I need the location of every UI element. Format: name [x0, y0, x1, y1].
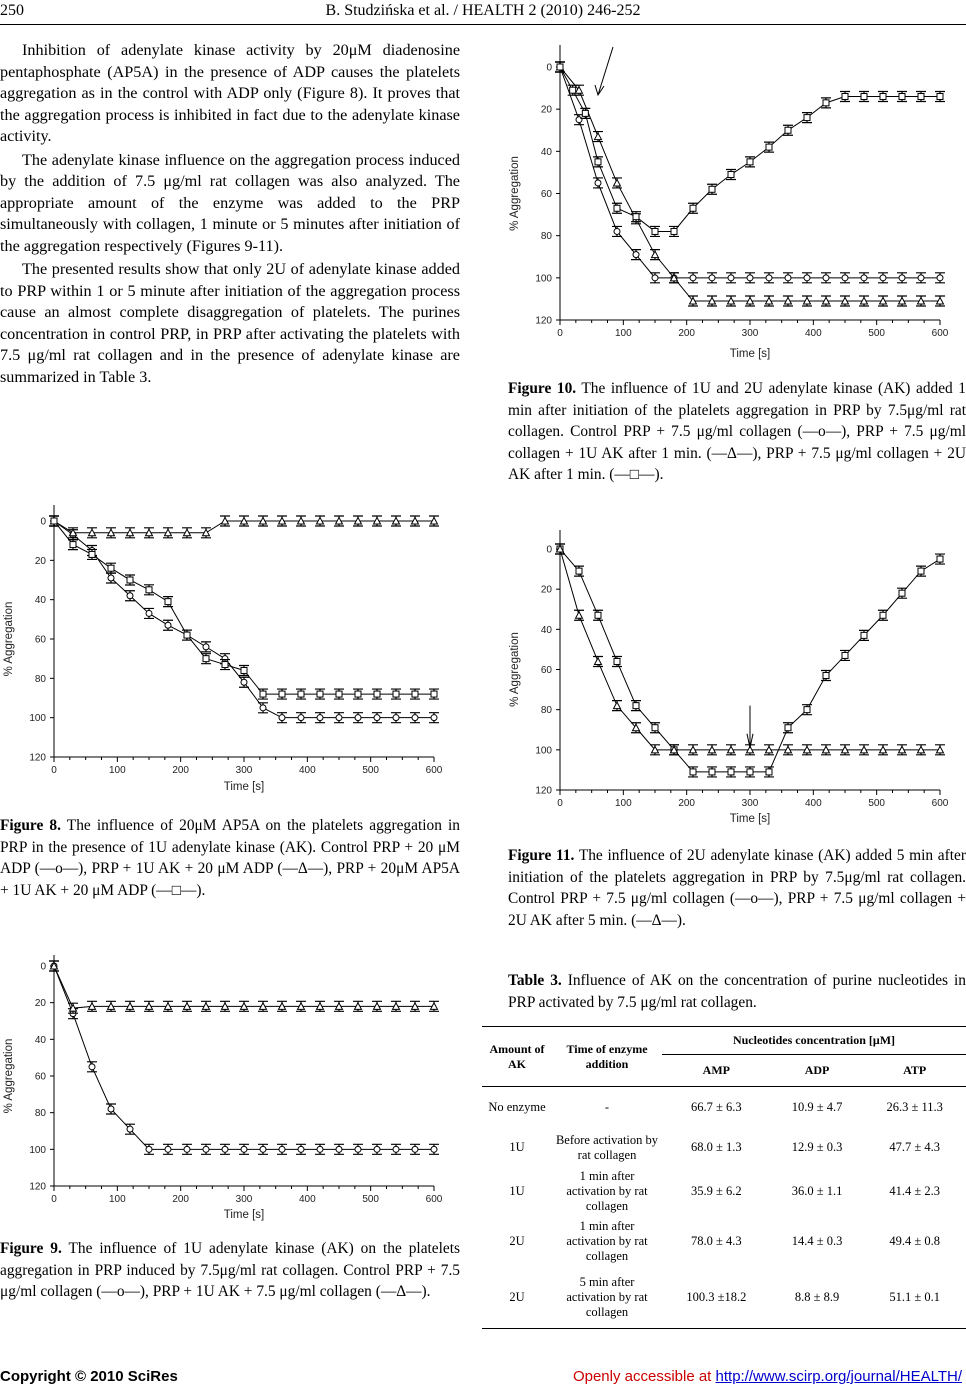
data-point-square — [222, 662, 228, 668]
y-tick-label: 120 — [535, 785, 552, 797]
figure-9-caption — [0, 1238, 460, 1303]
data-point-circle — [804, 275, 810, 281]
data-point-square — [108, 565, 114, 571]
data-point-square — [412, 691, 418, 697]
data-point-circle — [355, 715, 361, 721]
caption-text: The influence of 1U adenylate kinase (AK) on the platelets aggregation in PRP induced by 7.5μg/ml rat collagen. Control PRP + 7.5 μg/ml collagen (—o—), PRP + 1U AK + 7.5 μg/ml collagen (—Δ—). — [0, 1240, 460, 1300]
data-point-circle — [146, 1146, 152, 1152]
figure-10-caption — [508, 378, 966, 486]
data-point-square — [203, 656, 209, 662]
paragraph: The adenylate kinase influence on the aggregation process induced by the addition of 7.5 μg/ml rat collagen was also analyzed. The appropriate amount of the enzyme was added to the PRP simultaneously with collagen, 1 minute or 5 minutes after initiation of the aggregation respectively (Figures 9-11). — [0, 150, 460, 255]
table-3 — [482, 1026, 966, 1329]
data-point-square — [557, 64, 563, 70]
x-tick-label: 400 — [298, 1194, 316, 1205]
x-tick-label: 400 — [298, 765, 316, 776]
x-tick-label: 300 — [741, 328, 759, 339]
caption-label: Figure 10. — [508, 380, 577, 397]
data-point-square — [241, 667, 247, 673]
col-header-adp: ADP — [804, 1063, 830, 1077]
x-axis-label: Time [s] — [223, 781, 265, 793]
running-header: B. Studzińska et al. / HEALTH 2 (2010) 246-252 — [325, 2, 641, 19]
data-point-square — [804, 115, 810, 121]
table-cell: 2U — [509, 1289, 525, 1304]
data-point-circle — [842, 275, 848, 281]
data-point-square — [279, 691, 285, 697]
data-point-circle — [279, 1146, 285, 1152]
data-point-circle — [317, 1146, 323, 1152]
x-tick-label: 600 — [425, 765, 443, 776]
data-point-square — [431, 691, 437, 697]
figure-11-caption — [508, 845, 966, 931]
data-point-square — [165, 599, 171, 605]
y-tick-label: 100 — [535, 273, 552, 285]
table-3-caption — [508, 970, 966, 1013]
y-tick-label: 60 — [34, 1071, 46, 1083]
data-point-square — [766, 769, 772, 775]
data-point-square — [823, 673, 829, 679]
data-point-square — [570, 87, 576, 93]
y-tick-label: 20 — [540, 104, 552, 116]
table-cell: 26.3 ± 11.3 — [886, 1100, 943, 1115]
x-tick-label: 0 — [557, 798, 563, 809]
data-point-square — [89, 551, 95, 557]
data-point-triangle — [576, 612, 583, 619]
data-point-square — [937, 556, 943, 562]
data-point-triangle — [595, 658, 602, 665]
data-point-square — [766, 144, 772, 150]
caption-label: Table 3. — [508, 972, 562, 989]
x-tick-label: 300 — [235, 765, 253, 776]
data-point-circle — [614, 228, 620, 234]
data-point-square — [614, 205, 620, 211]
data-point-square — [823, 100, 829, 106]
table-cell: 8.8 ± 8.9 — [794, 1289, 840, 1304]
data-point-square — [804, 707, 810, 713]
y-axis-label: % Aggregation — [509, 156, 521, 231]
data-point-square — [728, 172, 734, 178]
y-tick-label: 120 — [29, 1181, 46, 1193]
x-tick-label: 0 — [51, 765, 57, 776]
data-point-circle — [785, 275, 791, 281]
data-point-circle — [766, 275, 772, 281]
data-point-square — [652, 228, 658, 234]
data-point-circle — [355, 1146, 361, 1152]
data-point-square — [918, 568, 924, 574]
data-point-square — [652, 725, 658, 731]
x-tick-label: 400 — [804, 328, 822, 339]
header-rule — [0, 24, 966, 25]
x-axis-label: Time [s] — [729, 348, 771, 360]
data-point-circle — [937, 275, 943, 281]
caption-text: Influence of AK on the concentration of purine nucleotides in PRP activated by 7.5 μg/ml rat collagen. — [508, 972, 966, 1011]
data-point-circle — [241, 679, 247, 685]
x-tick-label: 100 — [108, 765, 126, 776]
data-point-square — [709, 769, 715, 775]
x-tick-label: 200 — [678, 328, 696, 339]
data-point-circle — [393, 1146, 399, 1152]
data-point-circle — [861, 275, 867, 281]
x-tick-label: 100 — [108, 1194, 126, 1205]
data-point-circle — [279, 715, 285, 721]
y-tick-label: 20 — [34, 998, 46, 1010]
data-point-circle — [576, 117, 582, 123]
y-tick-label: 80 — [540, 231, 552, 243]
data-point-square — [184, 632, 190, 638]
table-cell: 49.4 ± 0.8 — [889, 1234, 941, 1248]
data-point-circle — [89, 1064, 95, 1070]
table-row — [482, 1267, 966, 1329]
table-cell: 1U — [509, 1140, 525, 1154]
table-cell: 5 min after activation by rat collagen — [566, 1274, 648, 1319]
y-tick-label: 120 — [535, 315, 552, 327]
table-cell: 1U — [509, 1184, 525, 1198]
data-point-square — [336, 691, 342, 697]
table-cell: 10.9 ± 4.7 — [791, 1100, 843, 1115]
data-point-circle — [823, 275, 829, 281]
data-point-circle — [747, 275, 753, 281]
table-cell: 66.7 ± 6.3 — [691, 1100, 742, 1115]
data-point-square — [51, 518, 57, 524]
data-point-square — [582, 110, 588, 116]
table-cell: No enzyme — [488, 1100, 546, 1115]
data-point-square — [671, 228, 677, 234]
data-point-square — [317, 691, 323, 697]
y-tick-label: 40 — [540, 624, 552, 636]
x-tick-label: 200 — [172, 1194, 190, 1205]
data-point-square — [861, 94, 867, 100]
y-tick-label: 100 — [535, 745, 552, 757]
data-point-square — [747, 159, 753, 165]
table-cell: 12.9 ± 0.3 — [791, 1140, 843, 1154]
x-tick-label: 500 — [868, 328, 886, 339]
col-header-time: Time of enzyme addition — [566, 1041, 648, 1071]
data-point-circle — [317, 715, 323, 721]
table-cell: - — [604, 1100, 610, 1115]
data-point-circle — [165, 622, 171, 628]
table-cell: 35.9 ± 6.2 — [691, 1184, 742, 1198]
data-point-circle — [880, 275, 886, 281]
data-point-triangle — [652, 251, 659, 258]
y-tick-label: 20 — [540, 584, 552, 596]
y-axis-label: % Aggregation — [509, 632, 521, 707]
figure-11-chart — [500, 530, 966, 830]
data-point-circle — [431, 715, 437, 721]
data-point-square — [880, 612, 886, 618]
data-point-square — [918, 94, 924, 100]
y-tick-label: 0 — [546, 544, 552, 556]
arrow-annotation — [595, 47, 613, 95]
data-point-square — [614, 658, 620, 664]
figure-8-chart — [0, 500, 460, 800]
y-tick-label: 80 — [34, 673, 46, 685]
y-tick-label: 40 — [540, 146, 552, 158]
y-tick-label: 60 — [34, 634, 46, 646]
y-tick-label: 60 — [540, 189, 552, 200]
series-line-circle — [54, 521, 434, 718]
data-point-square — [260, 691, 266, 697]
body-text-left — [0, 40, 460, 390]
y-tick-label: 100 — [29, 1144, 46, 1156]
data-point-square — [576, 568, 582, 574]
data-point-circle — [374, 1146, 380, 1152]
data-point-square — [785, 725, 791, 731]
data-point-circle — [260, 1146, 266, 1152]
data-point-square — [842, 94, 848, 100]
x-tick-label: 200 — [172, 765, 190, 776]
page-number: 250 — [0, 2, 24, 19]
x-tick-label: 500 — [362, 765, 380, 776]
data-point-square — [747, 769, 753, 775]
paragraph: Inhibition of adenylate kinase activity by 20μM diadenosine pentaphosphate (AP5A) in the presence of ADP causes the platelets aggregation as in the control with ADP only (Figure 8). It proves that the aggregation process is inhibited in fact due to the adenylate kinase activity. — [0, 41, 460, 145]
y-tick-label: 40 — [34, 595, 46, 607]
table-cell: 51.1 ± 0.1 — [889, 1289, 941, 1304]
data-point-square — [785, 127, 791, 133]
data-point-circle — [108, 1106, 114, 1112]
caption-label: Figure 11. — [508, 847, 575, 864]
data-point-square — [861, 632, 867, 638]
data-point-square — [937, 94, 943, 100]
x-tick-label: 0 — [51, 1194, 57, 1205]
figure-8-caption — [0, 815, 460, 901]
y-tick-label: 100 — [29, 713, 46, 725]
table-row — [482, 1167, 966, 1217]
table-cell: 1 min after activation by rat collagen — [566, 1219, 648, 1263]
x-tick-label: 500 — [362, 1194, 380, 1205]
y-tick-label: 20 — [34, 555, 46, 567]
data-point-square — [595, 159, 601, 165]
table-cell: Before activation by rat collagen — [555, 1132, 659, 1162]
data-point-triangle — [614, 702, 621, 709]
data-point-circle — [127, 593, 133, 599]
data-point-circle — [298, 1146, 304, 1152]
table-cell: 100.3 ±18.2 — [686, 1289, 747, 1304]
data-point-square — [633, 703, 639, 709]
table-row — [482, 1087, 966, 1129]
data-point-circle — [222, 1146, 228, 1152]
data-point-circle — [108, 575, 114, 581]
data-point-circle — [899, 275, 905, 281]
y-tick-label: 0 — [40, 516, 46, 528]
data-point-circle — [374, 715, 380, 721]
caption-label: Figure 9. — [0, 1240, 62, 1257]
data-point-circle — [127, 1126, 133, 1132]
y-axis-label: % Aggregation — [3, 601, 15, 677]
data-point-circle — [690, 275, 696, 281]
data-point-circle — [412, 1146, 418, 1152]
x-tick-label: 600 — [931, 328, 949, 339]
paragraph: The presented results show that only 2U of adenylate kinase added to PRP within 1 or 5 minute after initiation of the aggregation process cause an almost complete disaggregation of platelets. The purines concentration in control PRP, in PRP after activating the platelets with 7.5 μg/ml rat collagen and in the presence of adenylate kinase are summarized in Table 3. — [0, 260, 460, 386]
figure-10-chart — [500, 40, 966, 370]
data-point-square — [374, 691, 380, 697]
data-point-square — [595, 612, 601, 618]
x-tick-label: 300 — [235, 1194, 253, 1205]
arrow-annotation — [747, 706, 753, 748]
copyright: Copyright © 2010 SciRes — [0, 1368, 178, 1385]
table-cell: 14.4 ± 0.3 — [791, 1234, 843, 1248]
table-cell: 41.4 ± 2.3 — [889, 1184, 941, 1198]
data-point-square — [355, 691, 361, 697]
data-point-circle — [336, 715, 342, 721]
data-point-square — [70, 542, 76, 548]
data-point-circle — [728, 275, 734, 281]
y-tick-label: 40 — [34, 1034, 46, 1046]
caption-text: The influence of 2U adenylate kinase (AK) added 5 min after initiation of the platelets aggregation in PRP by 7.5μg/ml rat collagen. Control PRP + 7.5 μg/ml collagen (—o—), PRP + 7.5 μg/ml collagen + 2U AK after 5 min. (—Δ—). — [508, 847, 966, 929]
table-cell: 1 min after activation by rat collagen — [566, 1169, 648, 1213]
data-point-square — [393, 691, 399, 697]
data-point-circle — [595, 180, 601, 186]
data-point-circle — [184, 1146, 190, 1152]
x-tick-label: 600 — [931, 798, 949, 809]
table-cell: 78.0 ± 4.3 — [691, 1234, 742, 1248]
journal-link[interactable]: http://www.scirp.org/journal/HEALTH/ — [715, 1368, 962, 1385]
caption-text: The influence of 1U and 2U adenylate kinase (AK) added 1 min after initiation of the platelets aggregation in PRP by 7.5μg/ml rat collagen. Control PRP + 7.5 μg/ml collagen (—o—), PRP + 7.5 μg/ml collagen + 1U AK after 1 min. (—Δ—), PRP + 7.5 μg/ml collagen + 2U AK after 1 min. (—□—). — [508, 380, 966, 483]
access-note — [573, 1368, 962, 1385]
y-tick-label: 60 — [540, 665, 552, 676]
y-tick-label: 120 — [29, 752, 46, 764]
data-point-square — [690, 769, 696, 775]
col-header-amount: Amount of AK — [489, 1041, 545, 1071]
table-cell: 47.7 ± 4.3 — [889, 1140, 941, 1154]
access-text: Openly accessible at — [572, 1368, 716, 1385]
col-header-group: Nucleotides concentration [μM] — [662, 1027, 966, 1055]
table-row — [482, 1217, 966, 1267]
caption-text: The influence of 20μM AP5A on the platelets aggregation in PRP in the presence of 1U adenylate kinase (AK). Control PRP + 20 μM ADP (—o—), PRP + 1U AK + 20 μM ADP (—Δ—), PRP + 20μM AP5A + 1U AK + 20 μM ADP (—□—). — [0, 817, 460, 899]
x-tick-label: 400 — [804, 798, 822, 809]
col-header-atp: ATP — [903, 1063, 927, 1077]
data-point-circle — [203, 1146, 209, 1152]
figure-9-chart — [0, 955, 460, 1230]
data-point-circle — [260, 705, 266, 711]
data-point-circle — [298, 715, 304, 721]
x-tick-label: 100 — [614, 328, 632, 339]
table-cell: 68.0 ± 1.3 — [691, 1140, 742, 1154]
data-point-square — [899, 94, 905, 100]
y-tick-label: 80 — [540, 705, 552, 717]
data-point-circle — [633, 252, 639, 258]
data-point-circle — [241, 1146, 247, 1152]
x-tick-label: 100 — [614, 798, 632, 809]
data-point-circle — [652, 275, 658, 281]
data-point-circle — [431, 1146, 437, 1152]
data-point-square — [880, 94, 886, 100]
data-point-square — [899, 590, 905, 596]
x-axis-label: Time [s] — [729, 813, 771, 825]
col-header-amp: AMP — [702, 1063, 730, 1077]
data-point-square — [127, 577, 133, 583]
data-point-triangle — [614, 179, 621, 186]
table-cell: 2U — [509, 1234, 525, 1248]
data-point-square — [842, 652, 848, 658]
data-point-circle — [165, 1146, 171, 1152]
data-point-triangle — [595, 133, 602, 140]
data-point-circle — [146, 610, 152, 616]
data-point-square — [146, 587, 152, 593]
caption-label: Figure 8. — [0, 817, 61, 834]
y-tick-label: 0 — [546, 62, 552, 74]
x-tick-label: 300 — [741, 798, 759, 809]
data-point-circle — [918, 275, 924, 281]
x-tick-label: 200 — [678, 798, 696, 809]
x-tick-label: 600 — [425, 1194, 443, 1205]
data-point-circle — [336, 1146, 342, 1152]
table-row — [482, 1129, 966, 1167]
data-point-circle — [203, 644, 209, 650]
x-axis-label: Time [s] — [223, 1209, 265, 1221]
data-point-square — [690, 205, 696, 211]
data-point-circle — [393, 715, 399, 721]
data-point-square — [728, 769, 734, 775]
y-tick-label: 80 — [34, 1108, 46, 1120]
table-cell: 36.0 ± 1.1 — [791, 1184, 843, 1198]
data-point-circle — [412, 715, 418, 721]
data-point-circle — [709, 275, 715, 281]
data-point-square — [298, 691, 304, 697]
y-axis-label: % Aggregation — [3, 1038, 15, 1114]
x-tick-label: 0 — [557, 328, 563, 339]
y-tick-label: 0 — [40, 961, 46, 973]
x-tick-label: 500 — [868, 798, 886, 809]
data-point-square — [633, 214, 639, 220]
series-line-circle — [54, 966, 434, 1149]
data-point-square — [709, 186, 715, 192]
